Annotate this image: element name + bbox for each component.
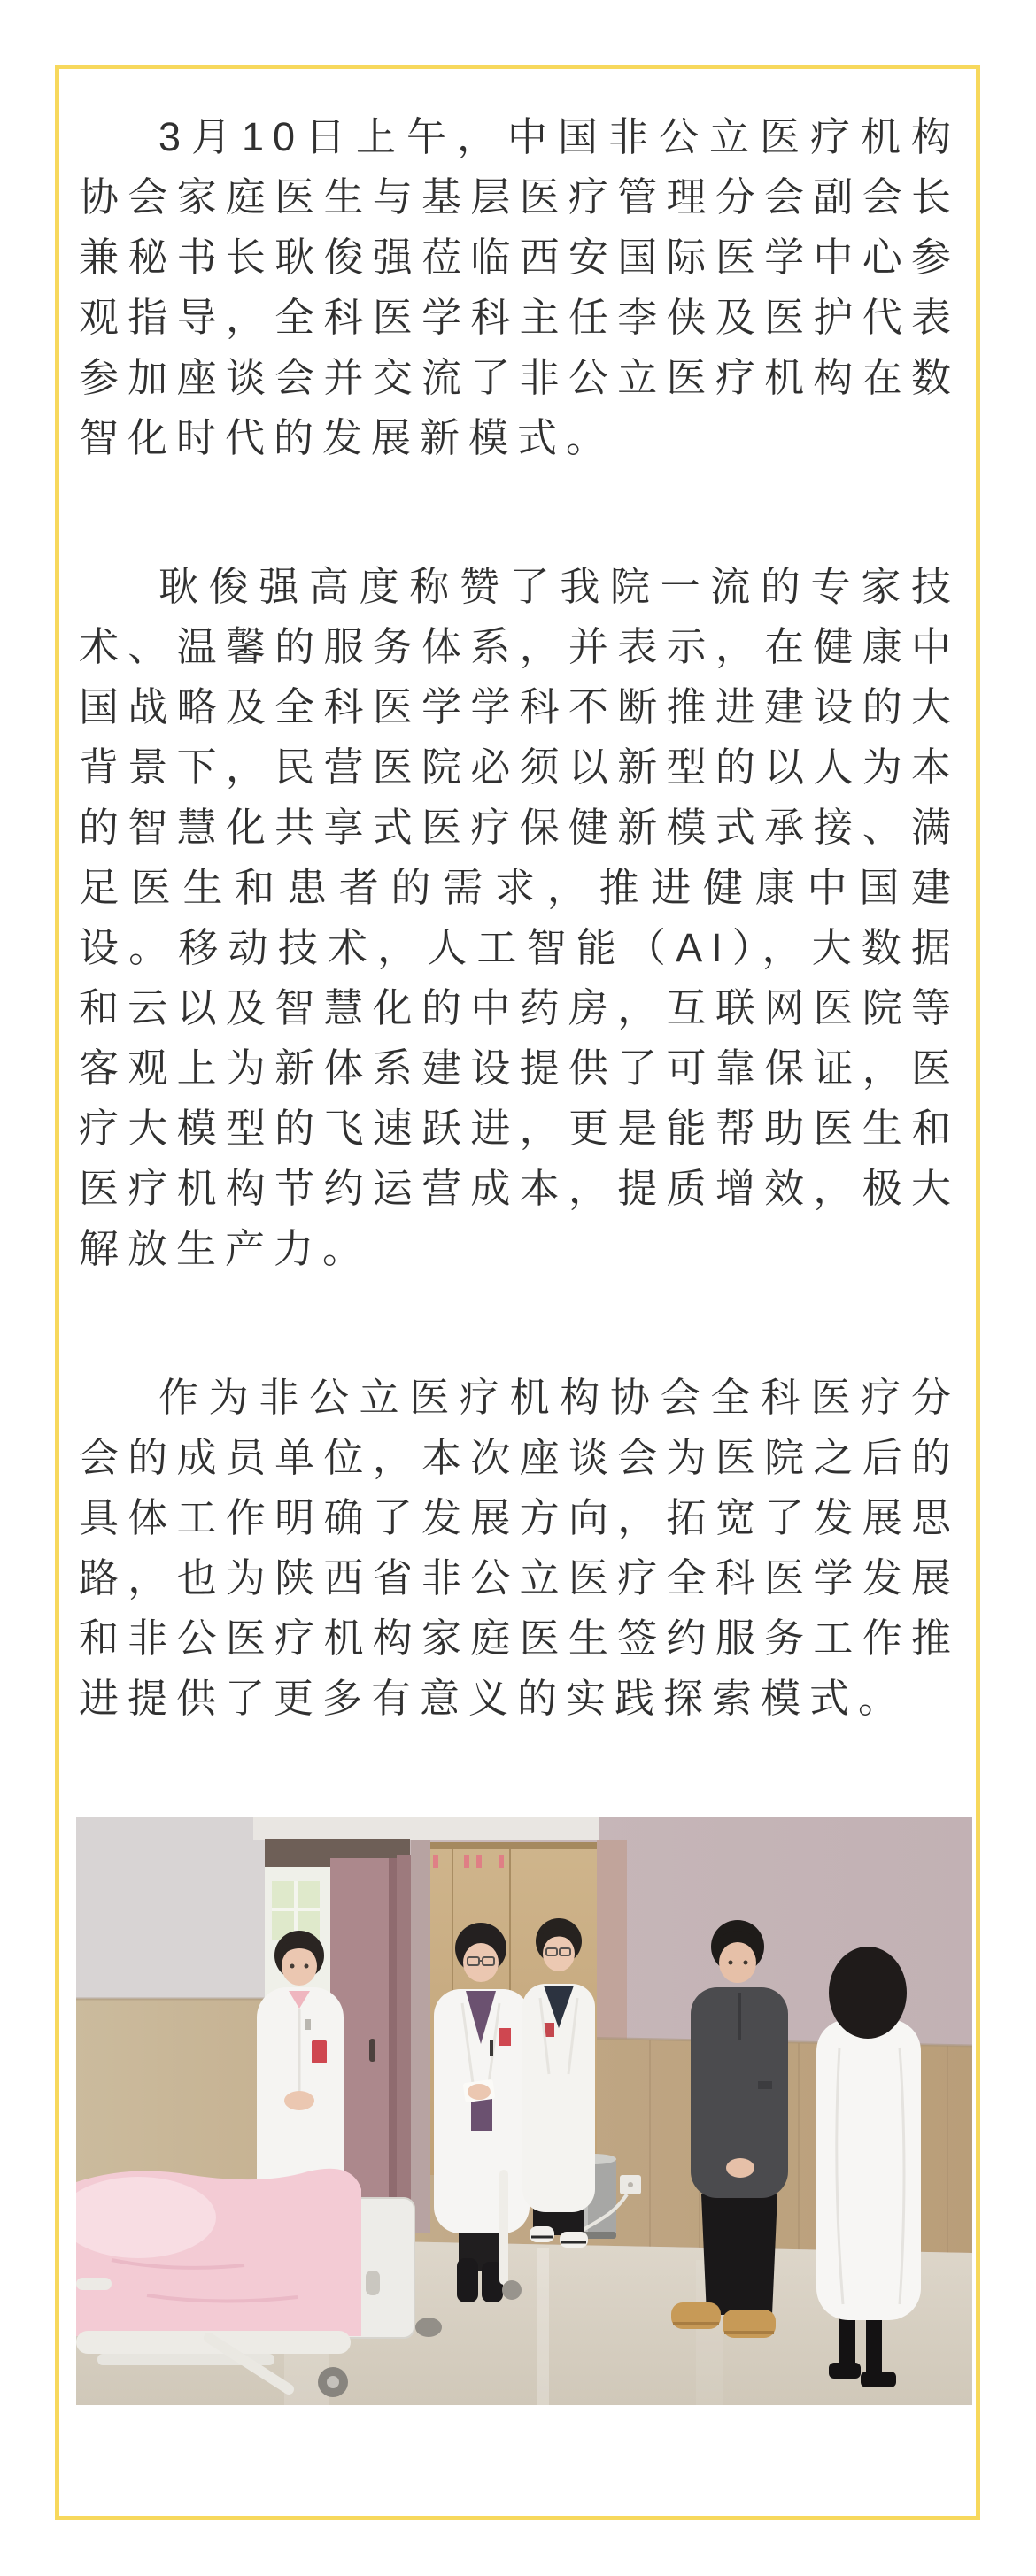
article-yellow-border-frame [55, 65, 980, 2520]
article-paragraph-2: 耿俊强高度称赞了我院一流的专家技术、温馨的服务体系，并表示，在健康中国战略及全科医学学科不断推进建设的大背景下，民营医院必须以新型的以人为本的智慧化共享式医疗保健新模式承接、满足医生和患者的需求，推进健康中国建设。移动技术，人工智能（AI），大数据和云以及智慧化的中药房，互联网医院等客观上为新体系建设提供了可靠保证，医疗大模型的飞速跃进，更是能帮助医生和医疗机构节约运营成本，提质增效，极大解放生产力。 [79, 564, 960, 1271]
article-paragraph-1: 3月10日上午，中国非公立医疗机构协会家庭医生与基层医疗管理分会副会长兼秘书长耿俊强莅临西安国际医学中心参观指导，全科医学科主任李侠及医护代表参加座谈会并交流了非公立医疗机构在数智化时代的发展新模式。 [79, 114, 960, 460]
article-body [59, 69, 976, 2405]
article-photo[interactable] [76, 1817, 972, 2405]
article-paragraph-3: 作为非公立医疗机构协会全科医疗分会的成员单位，本次座谈会为医院之后的具体工作明确了发展方向，拓宽了发展思路，也为陕西省非公立医疗全科医学发展和非公医疗机构家庭医生签约服务工作推进提供了更多有意义的实践探索模式。 [79, 1375, 960, 1721]
